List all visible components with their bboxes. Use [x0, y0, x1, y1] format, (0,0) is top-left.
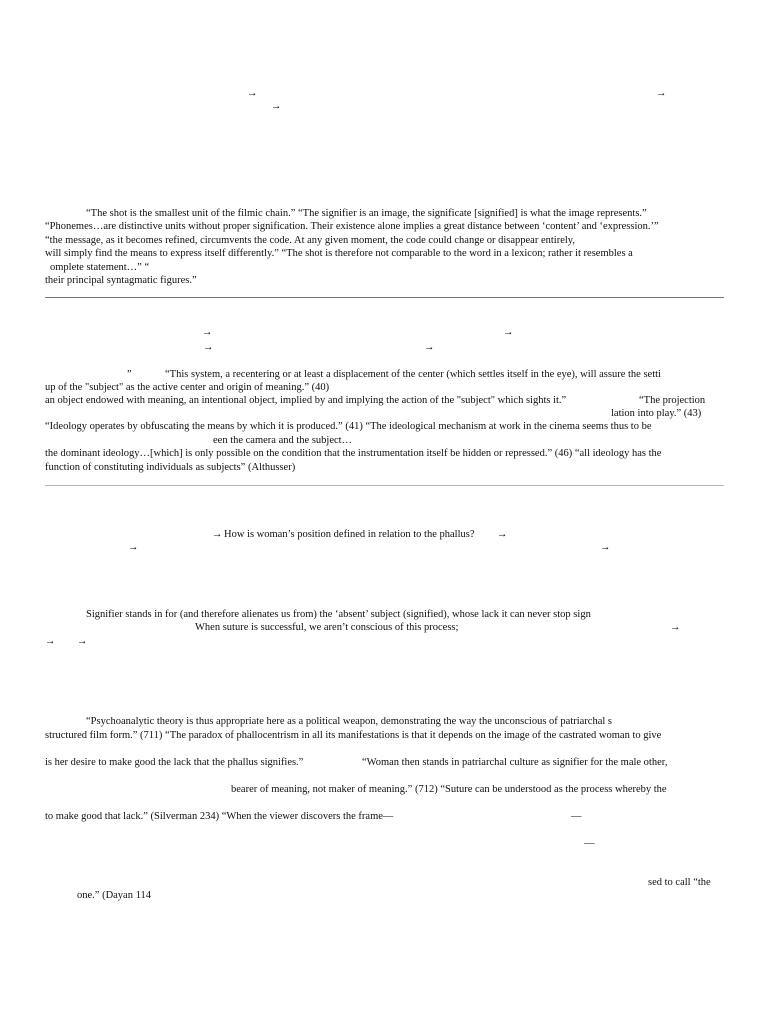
quote-line: “The projection [639, 395, 706, 406]
quote-line: sed to call “the [648, 877, 711, 888]
quote-line: een the camera and the subject… [213, 435, 353, 446]
quote-line: omplete statement…” “ [50, 262, 150, 273]
text-line: Signifier stands in for (and therefore alienates us from) the ‘absent’ subject (signified), whose lack it can never stop sign [86, 609, 591, 620]
quote-line: lation into play.” (43) [611, 408, 702, 419]
quote-line: will simply find the means to express itself differently.” “The shot is therefore not comparable to the word in a lexicon; rather it resembles a [45, 248, 633, 259]
text-line: When suture is successful, we aren’t conscious of this process; [195, 622, 459, 633]
arrow-icon: → [45, 636, 56, 647]
arrow-icon: → [77, 636, 88, 647]
arrow-icon: → [497, 529, 508, 540]
quote-line: “Woman then stands in patriarchal culture as signifier for the male other, [362, 757, 668, 768]
section-divider [45, 297, 724, 298]
arrow-icon: → [247, 88, 258, 99]
quote-line: “Phonemes…are distinctive units without proper signification. Their existence alone implies a great distance between ‘content’ and ‘expression.’” [45, 221, 659, 232]
question-line: How is woman’s position defined in relation to the phallus? [224, 529, 475, 540]
arrow-icon: → [202, 327, 213, 338]
arrow-icon: → [212, 529, 223, 540]
quote-line: “This system, a recentering or at least a displacement of the center (which settles itself in the eye), will assure the setti [165, 369, 661, 380]
quote-mark: ” [127, 369, 132, 380]
quote-line: “Psychoanalytic theory is thus appropriate here as a political weapon, demonstrating the way the unconscious of patriarchal s [86, 716, 613, 727]
arrow-icon: → [503, 327, 514, 338]
quote-line: structured film form.” (711) “The paradox of phallocentrism in all its manifestations is that it depends on the image of the castrated woman to give [45, 730, 662, 741]
quote-line: “the message, as it becomes refined, circumvents the code. At any given moment, the code could change or disappear entirely, [45, 235, 575, 246]
quote-line: up of the "subject" as the active center and origin of meaning.” (40) [45, 382, 330, 393]
section-divider [45, 485, 724, 486]
quote-line: bearer of meaning, not maker of meaning.” (712) “Suture can be understood as the process whereby the [231, 784, 667, 795]
arrow-icon: → [128, 542, 139, 553]
quote-line: an object endowed with meaning, an intentional object, implied by and implying the action of the "subject" which sights it.” [45, 395, 567, 406]
quote-line: function of constituting individuals as subjects” (Althusser) [45, 462, 296, 473]
arrow-icon: → [600, 542, 611, 553]
em-dash: — [584, 838, 595, 849]
quote-line: is her desire to make good the lack that the phallus signifies.” [45, 757, 304, 768]
quote-line: one.” (Dayan 114 [77, 890, 151, 901]
arrow-icon: → [656, 88, 667, 99]
arrow-icon: → [203, 342, 214, 353]
arrow-icon: → [424, 342, 435, 353]
arrow-icon: → [670, 622, 681, 633]
quote-line: “The shot is the smallest unit of the filmic chain.” “The signifier is an image, the significate [signified] is what the image represents.” [86, 208, 647, 219]
em-dash: — [571, 811, 582, 822]
quote-line: the dominant ideology…[which] is only possible on the condition that the instrumentation itself be hidden or repressed.” (46) “all ideology has the [45, 448, 662, 459]
quote-line: “Ideology operates by obfuscating the means by which it is produced.” (41) “The ideological mechanism at work in the cinema seems thus to be [45, 421, 652, 432]
quote-line: to make good that lack.” (Silverman 234) “When the viewer discovers the frame— [45, 811, 394, 822]
arrow-icon: → [271, 101, 282, 112]
quote-line: their principal syntagmatic figures.” [45, 275, 197, 286]
